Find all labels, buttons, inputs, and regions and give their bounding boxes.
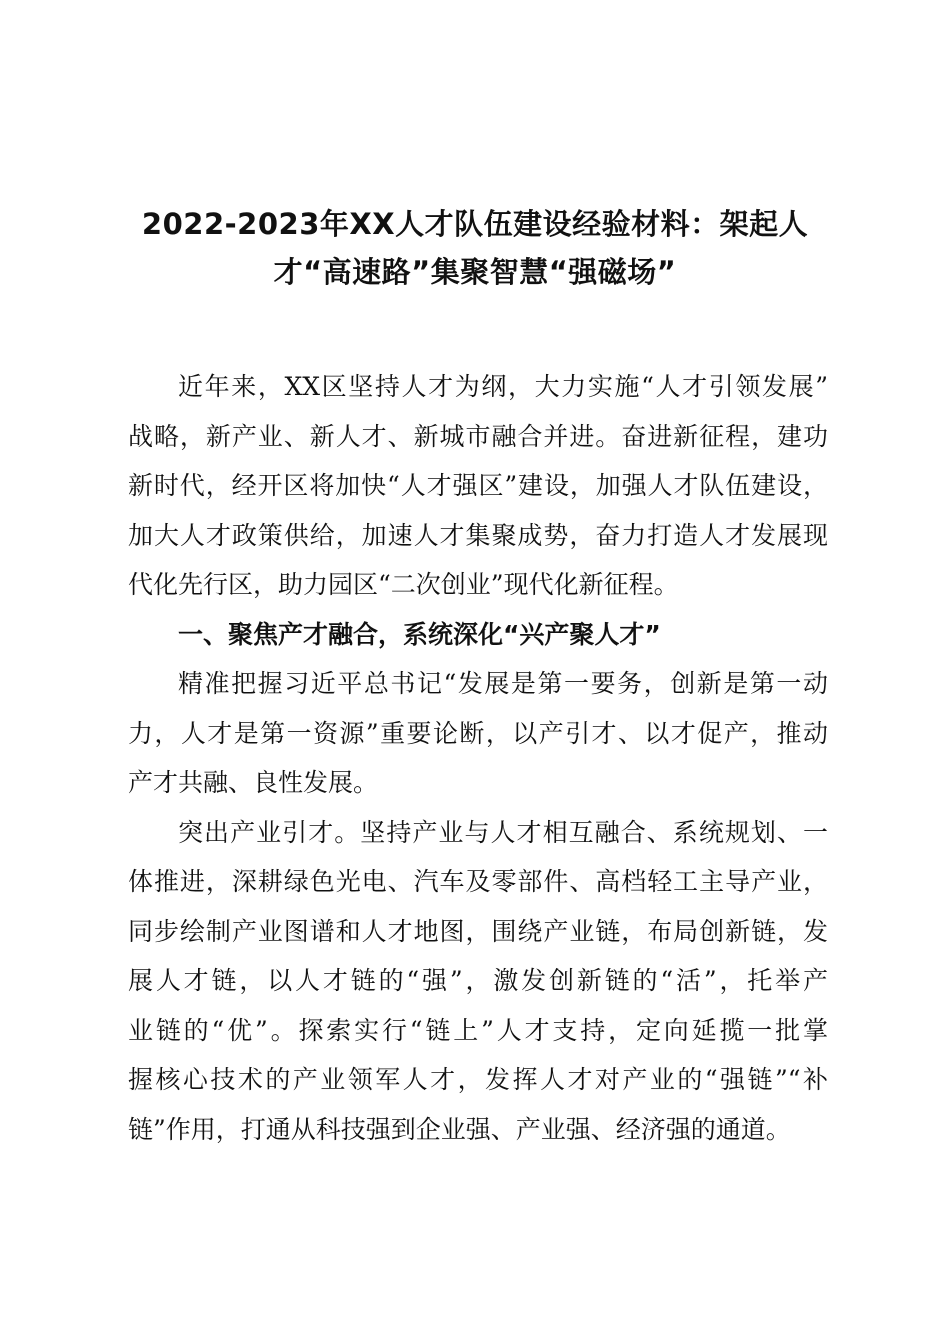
document-body <box>128 362 828 1154</box>
paragraph-line: 产才共融、良性发展。 <box>128 768 379 797</box>
paragraph-line: 展人才链，以人才链的“强”，激发创新链的“活”，托举产 <box>128 966 828 995</box>
paragraph-line: 同步绘制产业图谱和人才地图，围绕产业链，布局创新链，发 <box>128 916 828 946</box>
paragraph-line: 新时代，经开区将加快“人才强区”建设，加强人才队伍建设， <box>128 471 828 500</box>
paragraph-line: 突出产业引才。坚持产业与人才相互融合、系统规划、一 <box>178 817 828 847</box>
section-heading-text: 一、聚焦产才融合，系统深化“兴产聚人才” <box>178 619 661 649</box>
paragraph-line: 体推进，深耕绿色光电、汽车及零部件、高档轻工主导产业， <box>128 867 828 896</box>
title-line-1: 2022-2023年XX人才队伍建设经验材料：架起人 <box>141 207 809 241</box>
paragraph-line: 加大人才政策供给，加速人才集聚成势，奋力打造人才发展现 <box>128 520 828 550</box>
paragraph-line: 战略，新产业、新人才、新城市融合并进。奋进新征程，建功 <box>128 421 828 451</box>
paragraph-line: 近年来，XX区坚持人才为纲，大力实施“人才引领发展” <box>178 372 828 401</box>
paragraph-line: 代化先行区，助力园区“二次创业”现代化新征程。 <box>128 570 679 599</box>
paragraph-line: 链”作用，打通从科技强到企业强、产业强、经济强的通道。 <box>128 1114 791 1144</box>
section-paragraph <box>128 659 828 808</box>
paragraph-line: 握核心技术的产业领军人才，发挥人才对产业的“强链”“补 <box>128 1065 828 1094</box>
paragraph-line: 精准把握习近平总书记“发展是第一要务，创新是第一动 <box>178 669 828 698</box>
intro-paragraph <box>128 362 828 610</box>
document-title <box>100 200 850 296</box>
industry-paragraph <box>128 808 828 1155</box>
paragraph-line: 业链的“优”。探索实行“链上”人才支持，定向延揽一批掌 <box>128 1015 828 1045</box>
paragraph-line: 力，人才是第一资源”重要论断，以产引才、以才促产，推动 <box>128 718 828 748</box>
title-line-2: 才“高速路”集聚智慧“强磁场” <box>273 255 677 289</box>
section-heading <box>128 610 828 660</box>
